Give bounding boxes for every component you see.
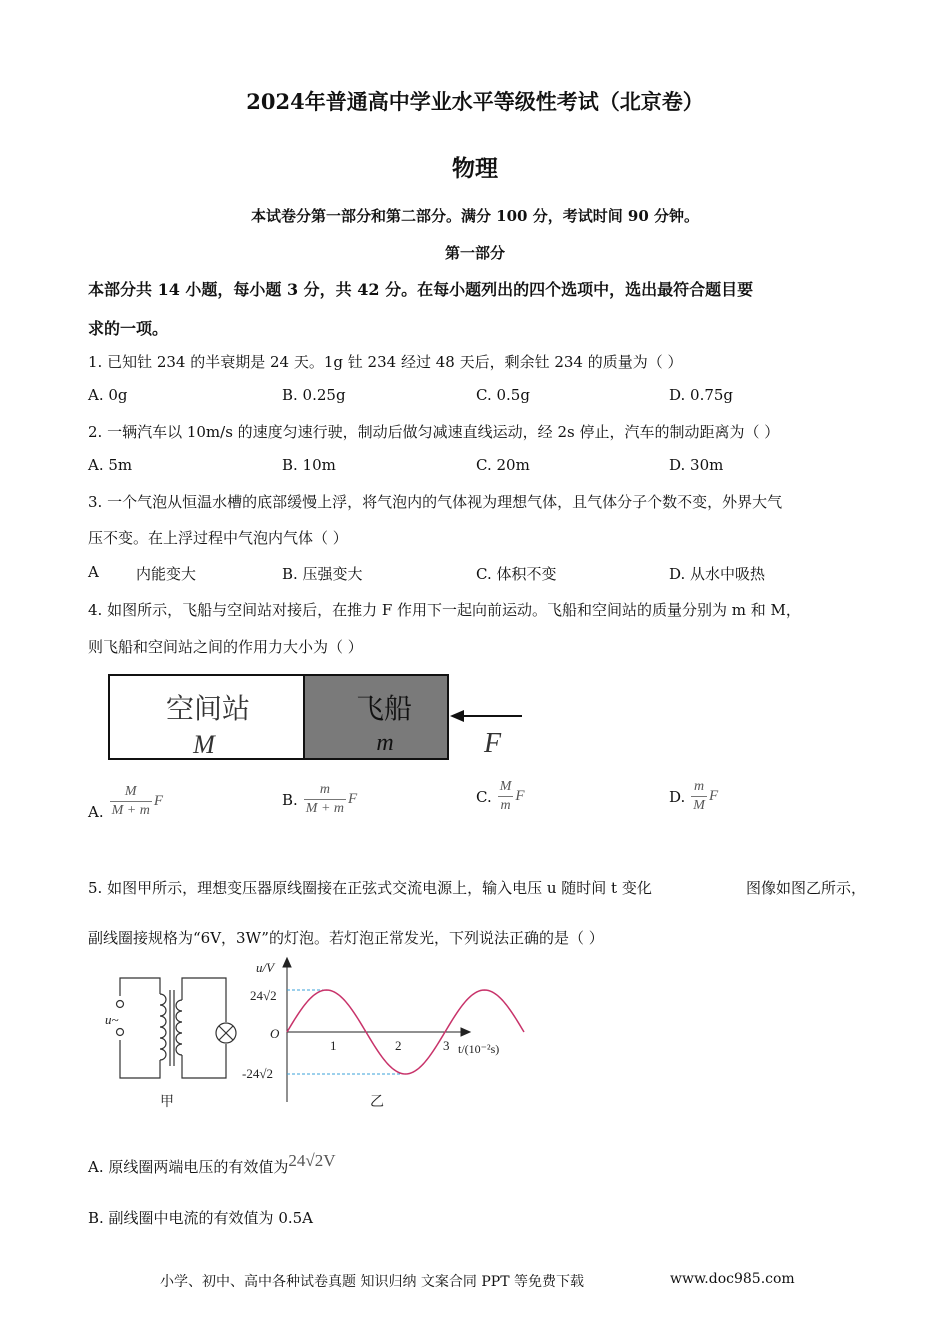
question-2-option-d: D. 30m	[669, 456, 724, 474]
option-label: B.	[282, 790, 298, 809]
force-factor: F	[515, 788, 525, 804]
numerator: m	[304, 781, 346, 800]
force-factor: F	[153, 792, 164, 809]
docking-figure	[100, 668, 540, 768]
numerator: M	[498, 778, 514, 797]
question-1-option-c: C. 0.5g	[476, 386, 530, 404]
figure-jia-caption: 甲	[160, 1094, 174, 1110]
denominator: M + m	[305, 801, 345, 816]
question-4-stem-line2: 则飞船和空间站之间的作用力大小为（ ）	[88, 638, 363, 656]
question-5-option-a	[88, 1151, 336, 1177]
part-description-line2: 求的一项。	[88, 319, 169, 338]
figure-yi-caption: 乙	[370, 1094, 384, 1110]
question-4-option-b	[282, 781, 357, 818]
source-label: u~	[105, 1012, 119, 1027]
origin-label: O	[270, 1026, 280, 1041]
denominator: m	[500, 798, 511, 813]
option-a-text: A. 原线圈两端电压的有效值为	[88, 1158, 289, 1176]
secondary-top-wire	[182, 978, 226, 1022]
subject-title: 物理	[452, 155, 498, 182]
fraction	[304, 781, 346, 818]
y-tick-label-positive: 24√2	[250, 988, 277, 1003]
question-5-option-b: B. 副线圈中电流的有效值为 0.5A	[88, 1209, 314, 1227]
force-label: F	[484, 728, 502, 759]
spaceship-label: 飞船	[355, 692, 413, 725]
question-3-stem-line2: 压不变。在上浮过程中气泡内气体（ ）	[88, 529, 348, 547]
question-1-option-d: D. 0.75g	[669, 386, 734, 404]
question-2-option-a: A. 5m	[88, 456, 133, 474]
question-3-option-c: C. 体积不变	[476, 565, 557, 583]
question-3-option-d: D. 从水中吸热	[669, 565, 766, 583]
force-factor: F	[708, 788, 719, 804]
question-2-option-b: B. 10m	[282, 456, 336, 474]
source-terminal-bottom	[117, 1029, 124, 1036]
numerator: m	[691, 778, 707, 797]
space-station-mass: M	[193, 730, 215, 759]
denominator: M	[693, 798, 705, 813]
spaceship-mass: m	[376, 730, 394, 756]
part-description-line1: 本部分共 14 小题，每小题 3 分，共 42 分。在每小题列出的四个选项中，选出最符合题目要	[88, 280, 754, 299]
source-terminal-top	[117, 1001, 124, 1008]
option-label: A.	[88, 803, 104, 821]
x-axis-label: t/(10⁻²s)	[458, 1042, 500, 1056]
numerator: M	[110, 783, 152, 802]
footer-site-link[interactable]: www.doc985.com	[670, 1271, 795, 1287]
fraction	[498, 778, 514, 815]
exam-title: 2024年普通高中学业水平等级性考试（北京卷）	[246, 89, 704, 114]
option-label: C.	[476, 787, 492, 806]
question-4-stem-line1: 4. 如图所示，飞船与空间站对接后，在推力 F 作用下一起向前运动。飞船和空间站的质量分别为 m 和 M，	[88, 601, 801, 619]
option-label: D.	[669, 787, 686, 806]
part-heading: 第一部分	[444, 244, 505, 262]
question-1-stem: 1. 已知钍 234 的半衰期是 24 天。1g 钍 234 经过 48 天后，剩余钍 234 的质量为（ ）	[88, 353, 683, 371]
question-4-option-a	[88, 781, 163, 821]
question-4-option-d	[669, 778, 718, 815]
secondary-bottom-wire	[182, 1044, 226, 1078]
space-station-label: 空间站	[165, 692, 251, 725]
question-1-option-b: B. 0.25g	[282, 386, 346, 404]
secondary-coil	[176, 1000, 182, 1055]
voltage-time-chart	[236, 952, 526, 1112]
question-5-stem-line2: 副线圈接规格为“6V，3W”的灯泡。若灯泡正常发光，下列说法正确的是（ ）	[88, 929, 604, 947]
transformer-circuit-figure	[100, 960, 250, 1110]
y-axis-arrow	[283, 958, 291, 967]
fraction	[110, 783, 152, 820]
question-5-stem-line1a: 5. 如图甲所示，理想变压器原线圈接在正弦式交流电源上，输入电压 u 随时间 t 变化	[88, 879, 652, 897]
exam-intro: 本试卷分第一部分和第二部分。满分 100 分，考试时间 90 分钟。	[250, 207, 700, 225]
force-arrow-head	[450, 710, 464, 722]
primary-coil	[160, 994, 166, 1060]
question-5-stem-line1b: 图像如图乙所示，	[746, 879, 867, 897]
question-3-option-a-text: 内能变大	[136, 565, 197, 583]
primary-top-wire	[120, 978, 160, 996]
question-2-stem: 2. 一辆汽车以 10m/s 的速度匀速行驶，制动后做匀减速直线运动，经 2s 停止，汽车的制动距离为（ ）	[88, 423, 780, 441]
denominator: M + m	[111, 802, 150, 818]
option-a-value: 24√2V	[288, 1151, 336, 1170]
question-2-option-c: C. 20m	[476, 456, 530, 474]
question-3-option-b: B. 压强变大	[282, 565, 363, 583]
x-axis-arrow	[461, 1028, 470, 1036]
primary-bottom-wire	[120, 1040, 160, 1078]
question-1-option-a: A. 0g	[88, 386, 128, 404]
question-3-option-a-letter: A	[88, 563, 99, 581]
footer-text: 小学、初中、高中各种试卷真题 知识归纳 文案合同 PPT 等免费下载	[160, 1274, 584, 1290]
fraction	[691, 778, 707, 815]
question-4-option-c	[476, 778, 525, 815]
x-tick-label-3: 3	[443, 1038, 450, 1053]
question-3-stem-line1: 3. 一个气泡从恒温水槽的底部缓慢上浮，将气泡内的气体视为理想气体，且气体分子个数不变，外界大气	[88, 493, 783, 511]
y-axis-label: u/V	[256, 960, 275, 975]
force-factor: F	[348, 791, 358, 807]
y-tick-label-negative: -24√2	[242, 1066, 273, 1081]
x-tick-label-2: 2	[395, 1038, 402, 1053]
x-tick-label-1: 1	[330, 1038, 337, 1053]
